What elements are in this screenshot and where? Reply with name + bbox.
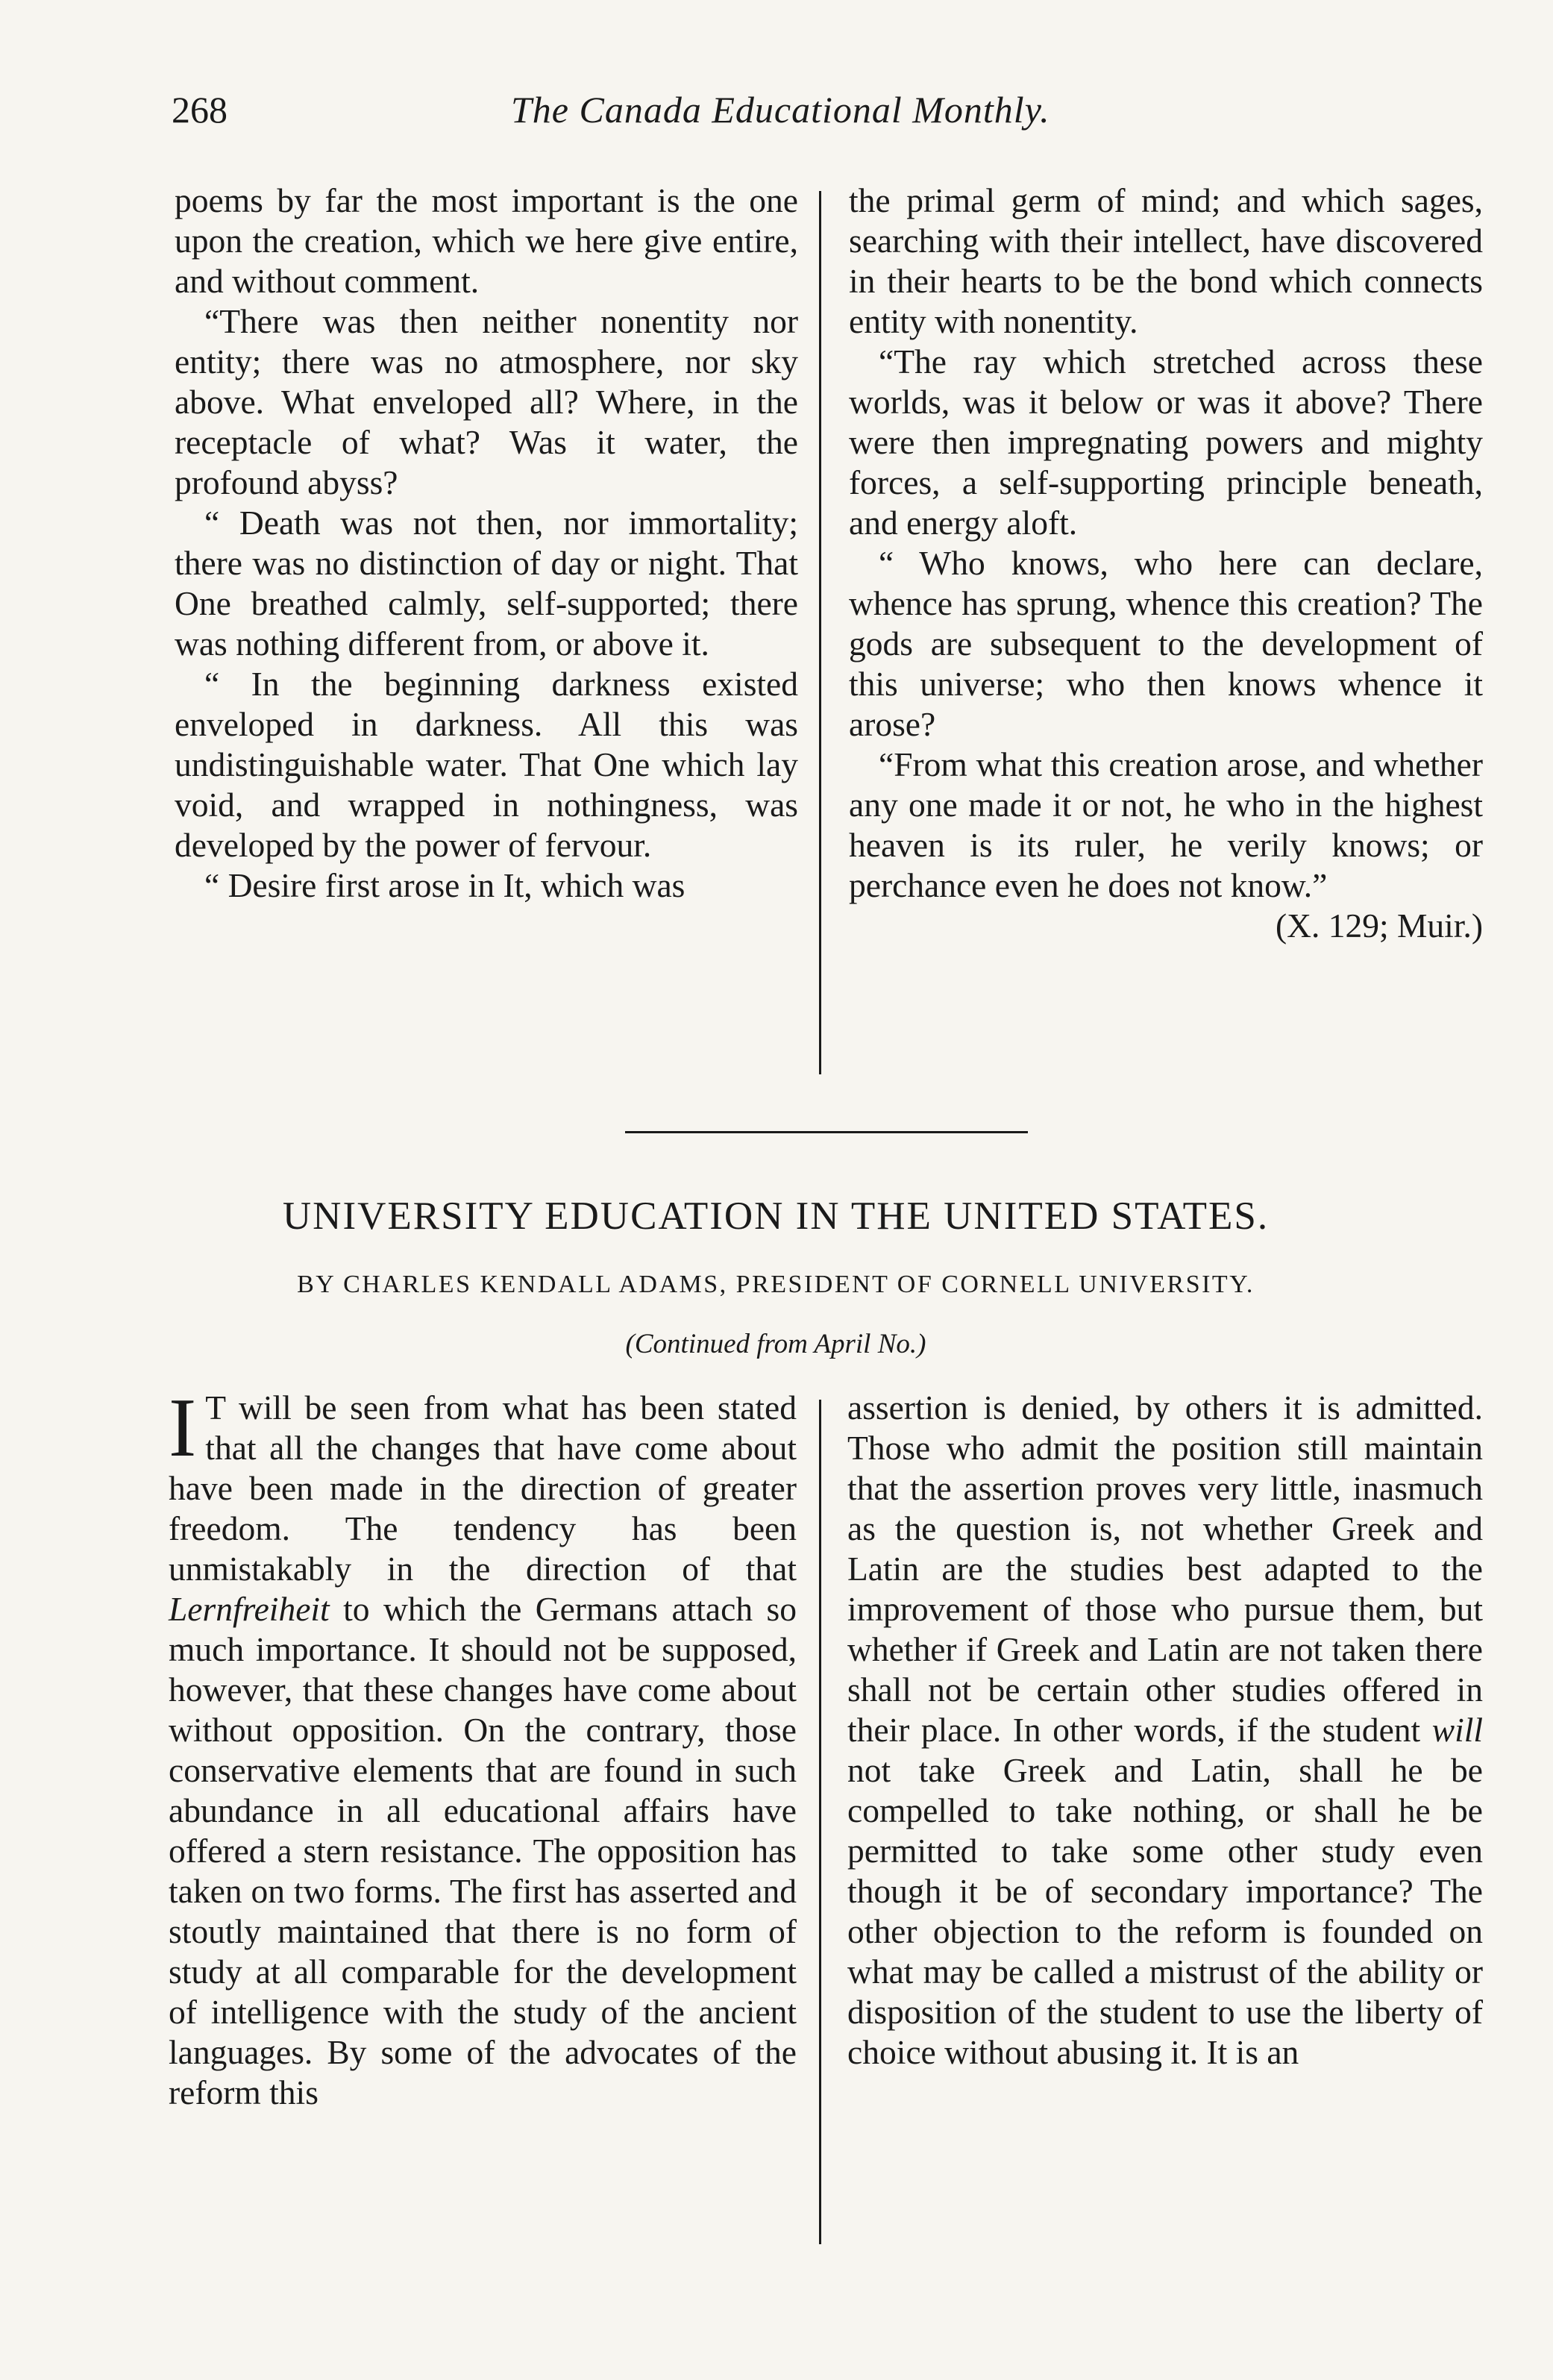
page-number: 268 xyxy=(172,89,228,131)
foreign-term: Lernfreiheit xyxy=(169,1590,330,1628)
article-right-column xyxy=(847,1388,1483,2073)
text-run: to which the Germans attach so much importance. It should not be supposed, however, that these changes have come about without opposition. On the contrary, those conservative elements that are found in such abundance in all educational affairs have offered a stern resistance. The opposition has taken on two forms. The first has asserted and stoutly maintained that there is no form of study at all comparable for the development of intelligence with the study of the ancient languages. By some of the advocates of the reform this xyxy=(169,1590,797,2111)
citation: (X. 129; Muir.) xyxy=(1275,906,1483,945)
continued-note: (Continued from April No.) xyxy=(625,1329,926,1359)
text-run: T will be seen from what has been stated that all the changes that have come about have been made in the direction of greater freedom. The tendency has been unmistakably in the direction of that xyxy=(169,1388,797,1588)
previous-article-left-column xyxy=(175,181,798,906)
drop-cap: I xyxy=(169,1382,197,1474)
paragraph: poems by far the most important is the one upon the creation, which we here give entire, and without comment. xyxy=(175,181,798,300)
paragraph xyxy=(847,1388,1483,2073)
paragraph: “ Desire first arose in It, which was xyxy=(204,866,685,904)
running-head xyxy=(172,88,1164,140)
article-title: UNIVERSITY EDUCATION IN THE UNITED STATES. xyxy=(282,1194,1270,1238)
paragraph: “There was then neither nonentity nor entity; there was no atmosphere, nor sky above. What enveloped all? Where, in the receptacle of what? Was it water, the profound abyss? xyxy=(175,302,798,501)
paragraph: “The ray which stretched across these worlds, was it below or was it above? There were then impregnating powers and mighty forces, a self-supporting principle beneath, and energy aloft. xyxy=(849,342,1483,542)
emphasis: will xyxy=(1431,1711,1483,1749)
article-left-column xyxy=(169,1382,797,2113)
paragraph: the primal germ of mind; and which sages, searching with their intellect, have discovered in their hearts to be the bond which connects entity with nonentity. xyxy=(849,181,1483,340)
text-run: assertion is denied, by others it is admitted. Those who admit the position still maintain that the assertion proves very little, inasmuch as the question is, not whether Greek and Latin are the studies best adapted to the improvement of those who pursue them, but whether if Greek and Latin are not taken there shall not be certain other studies offered in their place. In other words, if the student xyxy=(847,1388,1483,1749)
column-divider xyxy=(819,191,821,1074)
paragraph xyxy=(169,1382,797,2113)
paragraph: “ In the beginning darkness existed enveloped in darkness. All this was undistinguishable water. That One which lay void, and wrapped in nothingness, was developed by the power of fervour. xyxy=(175,665,798,864)
paragraph: “From what this creation arose, and whether any one made it or not, he who in the highest heaven is its ruler, he verily knows; or perchance even he does not know.” xyxy=(849,745,1483,904)
column-divider xyxy=(819,1400,821,2244)
paragraph: “ Who knows, who here can declare, whence has sprung, whence this creation? The gods are subsequent to the development of this universe; who then knows whence it arose? xyxy=(849,544,1483,743)
text-run: not take Greek and Latin, shall he be compelled to take nothing, or shall he be permitted to take some other study even though it be of secondary importance? The other objection to the reform is founded on what may be called a mistrust of the ability or disposition of the student to use the liberty of choice without abusing it. It is an xyxy=(847,1751,1483,2071)
section-divider xyxy=(625,1131,1028,1133)
previous-article-right-column xyxy=(849,181,1483,946)
journal-title: The Canada Educational Monthly. xyxy=(511,89,1050,131)
article-byline: BY CHARLES KENDALL ADAMS, PRESIDENT OF CORNELL UNIVERSITY. xyxy=(297,1271,1255,1298)
paragraph: “ Death was not then, nor immortality; there was no distinction of day or night. That One breathed calmly, self-supported; there was nothing different from, or above it. xyxy=(175,504,798,663)
